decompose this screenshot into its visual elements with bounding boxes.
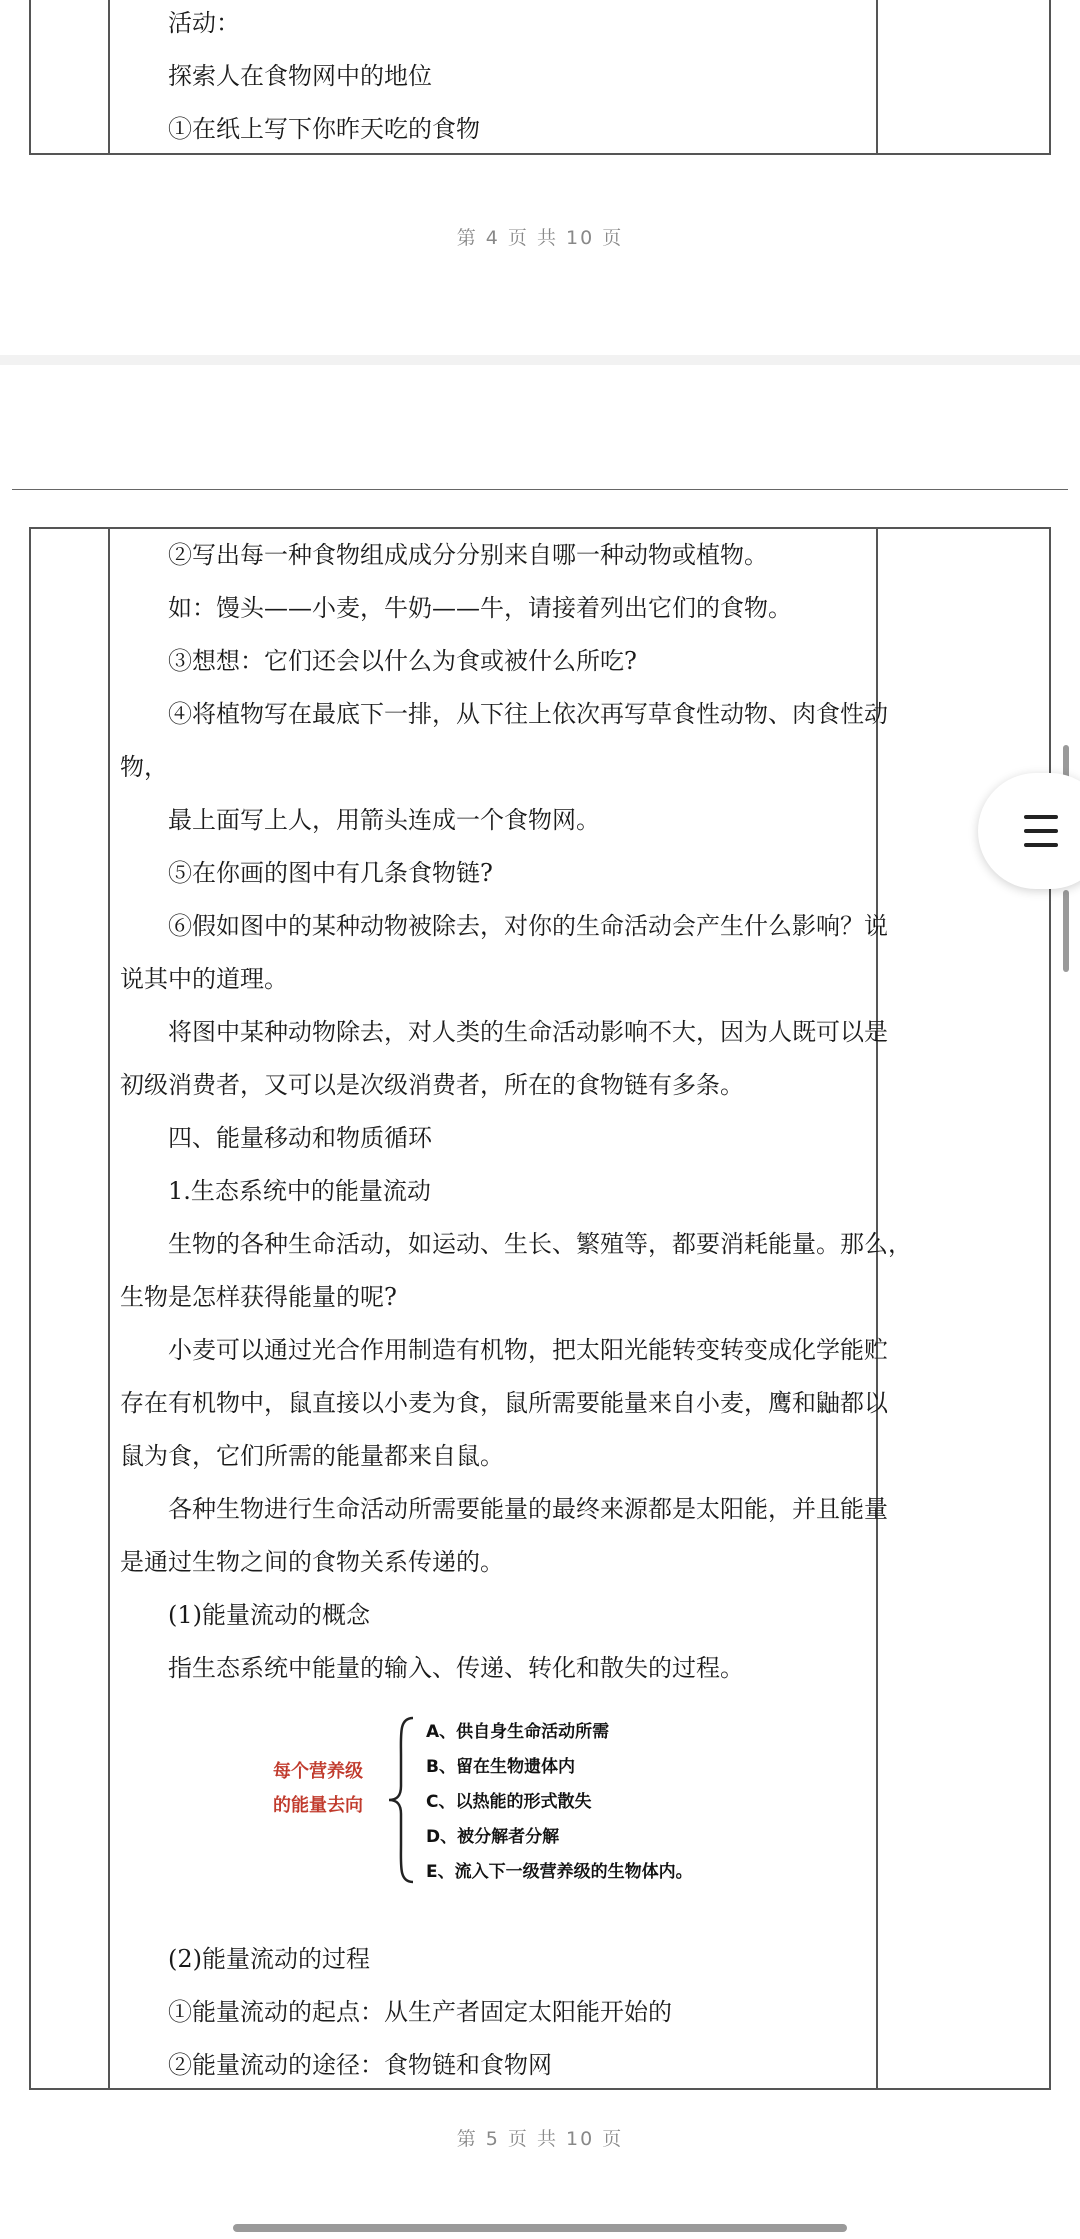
text-line: 探索人在食物网中的地位 xyxy=(168,62,432,90)
diagram-item: C、以热能的形式散失 xyxy=(426,1792,592,1812)
text-line: 是通过生物之间的食物关系传递的。 xyxy=(120,1548,504,1576)
text-line: 物， xyxy=(120,753,168,781)
text-line: 生物是怎样获得能量的呢? xyxy=(120,1283,397,1311)
home-indicator[interactable] xyxy=(233,2224,847,2232)
text-line: 各种生物进行生命活动所需要能量的最终来源都是太阳能，并且能量 xyxy=(168,1495,888,1523)
text-line: ③想想：它们还会以什么为食或被什么所吃? xyxy=(168,647,637,675)
text-line: ⑤在你画的图中有几条食物链? xyxy=(168,859,493,887)
page-footer: 第 4 页 共 10 页 xyxy=(456,227,624,249)
diagram-label-line2: 的能量去向 xyxy=(273,1795,363,1816)
page-gap xyxy=(0,355,1080,365)
table-border-col2 xyxy=(876,0,878,155)
page-top-rule xyxy=(12,489,1068,490)
menu-button[interactable] xyxy=(978,773,1080,889)
table-border-col1 xyxy=(108,527,110,2090)
subsection-heading: 1.生态系统中的能量流动 xyxy=(168,1177,431,1205)
subsection-heading: (2)能量流动的过程 xyxy=(168,1945,370,1973)
table-border-top xyxy=(29,527,1051,529)
text-line: ①能量流动的起点：从生产者固定太阳能开始的 xyxy=(168,1998,672,2026)
table-border-bottom xyxy=(29,153,1051,155)
text-line: 鼠为食，它们所需的能量都来自鼠。 xyxy=(120,1442,504,1470)
table-border-col1 xyxy=(108,0,110,155)
text-line: ②能量流动的途径：食物链和食物网 xyxy=(168,2051,552,2079)
diagram-label-line1: 每个营养级 xyxy=(273,1761,363,1782)
table-border-left xyxy=(29,0,31,155)
diagram-item: E、流入下一级营养级的生物体内。 xyxy=(426,1862,693,1882)
text-line: 最上面写上人，用箭头连成一个食物网。 xyxy=(168,806,600,834)
page-footer: 第 5 页 共 10 页 xyxy=(456,2128,624,2150)
table-border-col2 xyxy=(876,527,878,2090)
text-line: ④将植物写在最底下一排，从下往上依次再写草食性动物、肉食性动 xyxy=(168,700,888,728)
diagram-item: B、留在生物遗体内 xyxy=(426,1757,575,1777)
text-line: 将图中某种动物除去，对人类的生命活动影响不大，因为人既可以是 xyxy=(168,1018,888,1046)
table-border-right xyxy=(1049,0,1051,155)
text-line: 指生态系统中能量的输入、传递、转化和散失的过程。 xyxy=(168,1654,744,1682)
curly-brace-icon xyxy=(385,1716,417,1884)
text-line: 如：馒头——小麦，牛奶——牛，请接着列出它们的食物。 xyxy=(168,594,792,622)
text-line: ①在纸上写下你昨天吃的食物 xyxy=(168,115,480,143)
table-border-bottom xyxy=(29,2088,1051,2090)
text-line: 生物的各种生命活动，如运动、生长、繁殖等，都要消耗能量。那么， xyxy=(168,1230,912,1258)
section-heading: 四、能量移动和物质循环 xyxy=(168,1124,432,1152)
text-line: (1)能量流动的概念 xyxy=(168,1601,370,1629)
text-line: ⑥假如图中的某种动物被除去，对你的生命活动会产生什么影响？说 xyxy=(168,912,888,940)
energy-destination-diagram xyxy=(250,1710,750,1890)
text-line: 初级消费者，又可以是次级消费者，所在的食物链有多条。 xyxy=(120,1071,744,1099)
scroll-indicator[interactable] xyxy=(1063,890,1069,972)
table-border-right xyxy=(1049,527,1051,2090)
text-line: 小麦可以通过光合作用制造有机物，把太阳光能转变转变成化学能贮 xyxy=(168,1336,888,1364)
table-border-left xyxy=(29,527,31,2090)
text-line: ②写出每一种食物组成成分分别来自哪一种动物或植物。 xyxy=(168,541,768,569)
text-line: 说其中的道理。 xyxy=(120,965,288,993)
text-line: 存在有机物中，鼠直接以小麦为食，鼠所需要能量来自小麦，鹰和鼬都以 xyxy=(120,1389,888,1417)
text-line: 活动： xyxy=(168,9,240,37)
diagram-item: A、供自身生命活动所需 xyxy=(426,1722,610,1742)
diagram-item: D、被分解者分解 xyxy=(426,1827,560,1847)
